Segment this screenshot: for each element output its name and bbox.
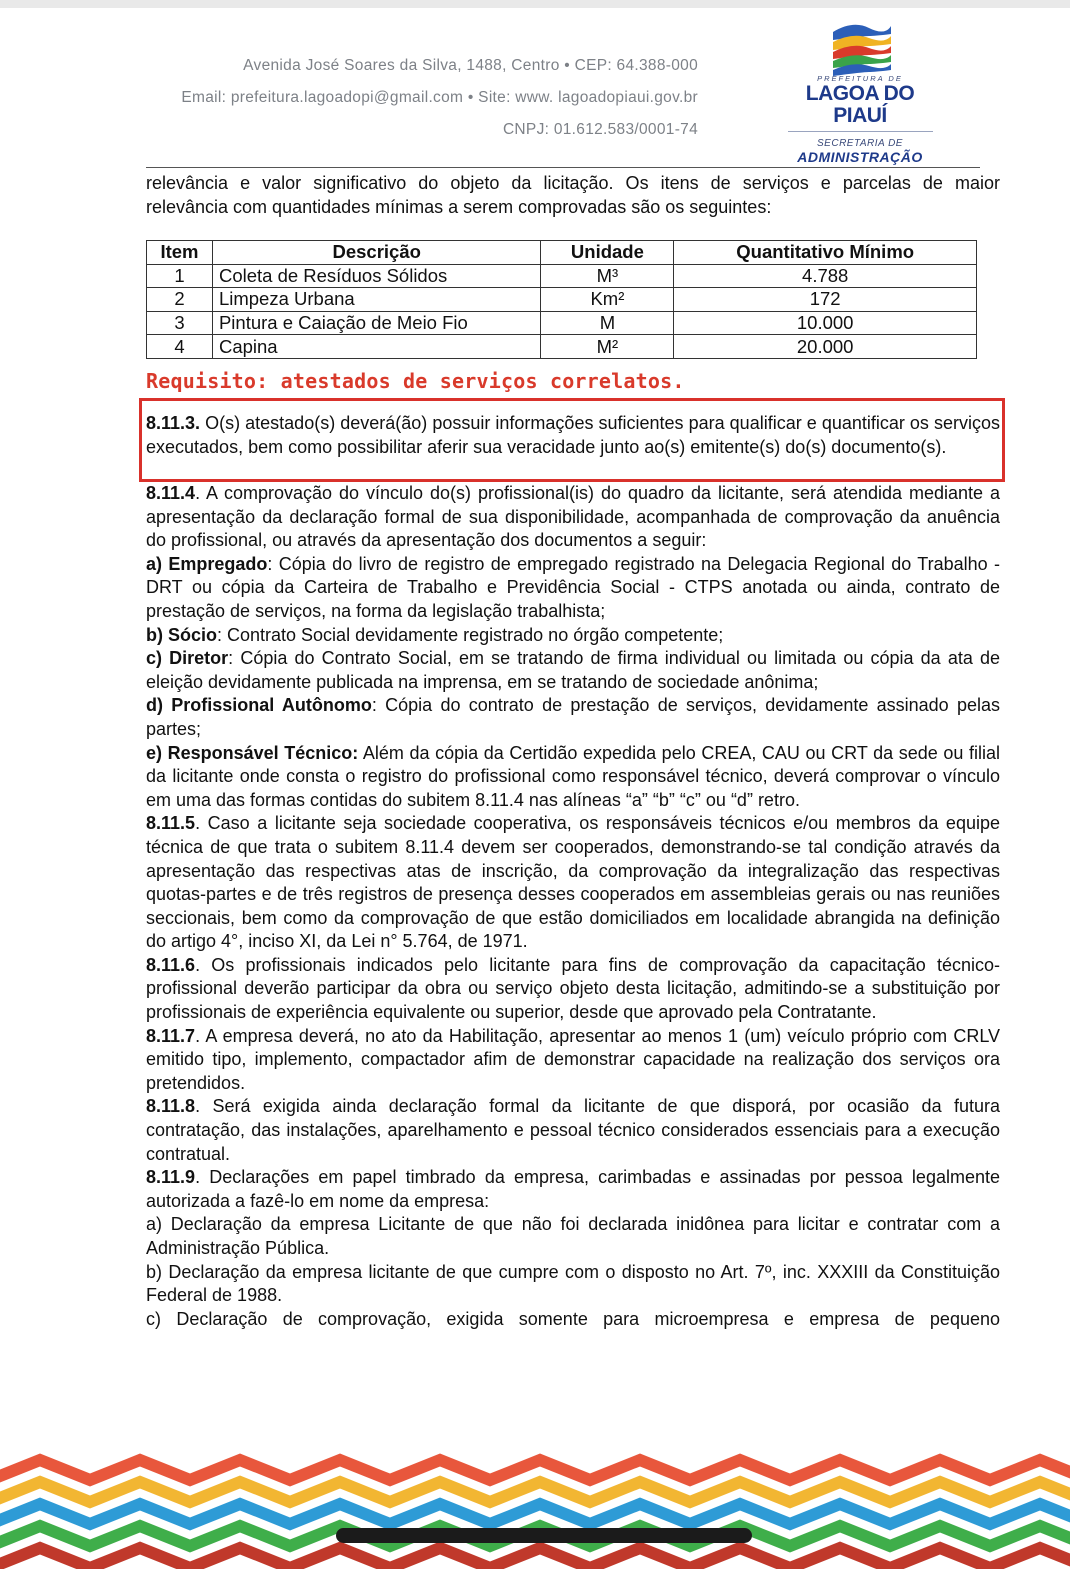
section-number: 8.11.4 (146, 483, 196, 503)
footer-decorative-waves (0, 1440, 1070, 1569)
logo-divider (788, 131, 933, 132)
table-row (147, 311, 977, 335)
flag-waves-icon (825, 20, 895, 76)
section-number: 8.11.9 (146, 1167, 196, 1188)
item-empregado (146, 553, 1000, 624)
item-label: c) Diretor (146, 648, 229, 669)
header-divider (146, 167, 980, 168)
section-text: . A empresa deverá, no ato da Habilitação, apresentar ao menos 1 (um) veículo próprio com CRLV emitido tipo, implemento, compactador afim de demonstrar capacidade na realização dos serviços ora pretendidos. (146, 1025, 1000, 1093)
section-number: 8.11.3. (146, 413, 201, 433)
screen-top-strip (0, 0, 1070, 8)
item-label: b) Sócio (146, 624, 217, 645)
header-contact: Email: prefeitura.lagoadopi@gmail.com • Site: www. lagoadopiaui.gov.br (181, 89, 698, 106)
section-text: . Será exigida ainda declaração formal da licitante de que disporá, por ocasião da futura contratação, das instalações, aparelhamento e pessoal técnico considerados essenciais para a execução contratual. (146, 1096, 1000, 1164)
col-header-descricao: Descrição (212, 241, 541, 265)
col-header-item: Item (147, 241, 213, 265)
cell-item: 4 (147, 335, 213, 359)
section-8-11-7 (146, 1025, 1000, 1096)
table-row (147, 288, 977, 312)
logo-secretaria-text: SECRETARIA DE (817, 138, 903, 149)
municipality-logo (780, 20, 940, 165)
declaration-a: a) Declaração da empresa Licitante de que não foi declarada inidônea para licitar e contratar com a Administração Pública. (146, 1214, 1000, 1258)
item-text: : Cópia do contrato de prestação de serviços, devidamente assinado pelas partes; (146, 695, 1000, 739)
section-text: . Declarações em papel timbrado da empresa, carimbadas e assinadas por pessoa legalmente autorizada a fazê-lo em nome da empresa: (146, 1167, 1000, 1211)
section-text: . Caso a licitante seja sociedade cooperativa, os responsáveis técnicos e/ou membros da equipe técnica de que trata o subitem 8.11.4 devem ser cooperados, demonstrando-se tal condição através da apresentação das respectivas atas de inscrição, da comprovação da integralização das respectivas quotas-partes e de três registros de presença desses cooperados em assembleias gerais ou nas reuniões seccionais, bem como da comprovação de que estão domiciliados em localidade abrangida na definição do artigo 4°, inciso XI, da Lei n° 5.764, de 1971. (146, 813, 1000, 952)
table-row (147, 264, 977, 288)
annotation-requisito: Requisito: atestados de serviços correlatos. (146, 369, 685, 393)
section-8-11-8 (146, 1095, 1000, 1166)
item-text: : Cópia do Contrato Social, em se tratando de firma individual ou limitada ou cópia da ata de eleição devidamente publicada na imprensa, em se tratando de sociedade anônima; (146, 648, 1001, 692)
cell-item: 2 (147, 288, 213, 312)
item-label: d) Profissional Autônomo (146, 695, 372, 716)
services-table (146, 240, 977, 359)
wave-pattern-icon (0, 1440, 1070, 1569)
logo-administracao-text: ADMINISTRAÇÃO (797, 149, 923, 165)
item-profissional-autonomo (146, 694, 1000, 741)
intro-line-1: relevância e valor significativo do objeto da licitação. Os itens de serviços e parcelas de maior (146, 173, 1000, 193)
item-text: Além da cópia da Certidão expedida pelo CREA, CAU ou CRT da sede ou filial da licitante onde consta o registro do profissional como responsável técnico, deverá comprovar o vínculo em uma das formas contidas do subitem 8.11.4 nas alíneas “a” “b” “c” ou “d” retro. (146, 742, 1000, 810)
header-cnpj: CNPJ: 01.612.583/0001-74 (502, 121, 698, 138)
highlight-box (139, 398, 1005, 482)
logo-city-name: LAGOA DO PIAUÍ (805, 82, 915, 127)
cell-item: 3 (147, 311, 213, 335)
header-address: Avenida José Soares da Silva, 1488, Centro • CEP: 64.388-000 (243, 57, 698, 74)
cell-descricao: Coleta de Resíduos Sólidos (212, 264, 541, 288)
cell-unidade: M³ (541, 264, 674, 288)
section-8-11-9 (146, 1166, 1000, 1213)
declaration-c: c) Declaração de comprovação, exigida somente para microempresa e empresa de pequeno (146, 1308, 1000, 1329)
cell-descricao: Pintura e Caiação de Meio Fio (212, 311, 541, 335)
section-text: . A comprovação do vínculo do(s) profissional(is) do quadro da licitante, será atendida mediante a apresentação da declaração formal de sua disponibilidade, acompanhada de comprovação da anuência do profissional, ou através da apresentação dos documentos a seguir: (146, 483, 1000, 551)
cell-quantitativo: 20.000 (674, 335, 977, 359)
section-number: 8.11.6 (146, 954, 196, 975)
cell-unidade: Km² (541, 288, 674, 312)
item-text: : Cópia do livro de registro de empregado registrado na Delegacia Regional do Trabalho - DRT ou cópia da Carteira de Trabalho e Previdência Social - CTPS anotada ou ainda, contrato de prestação de serviços, na forma da legislação trabalhista; (146, 553, 1000, 621)
section-text: . Os profissionais indicados pelo licitante para fins de comprovação da capacitação técnico-profissional deverão participar da obra ou serviço objeto desta licitação, admitindo-se a substituição por profissionais de experiência equivalente ou superior, desde que aprovado pela Contratante. (146, 954, 1000, 1023)
item-diretor (146, 647, 1000, 694)
item-label: e) Responsável Técnico: (146, 742, 359, 763)
item-label: a) Empregado (146, 553, 268, 574)
item-text: : Contrato Social devidamente registrado no órgão competente; (217, 624, 724, 645)
col-header-unidade: Unidade (541, 241, 674, 265)
cell-unidade: M (541, 311, 674, 335)
col-header-quantitativo: Quantitativo Mínimo (674, 241, 977, 265)
item-responsavel-tecnico (146, 742, 1000, 813)
cell-descricao: Limpeza Urbana (212, 288, 541, 312)
item-socio (146, 624, 1000, 648)
section-number: 8.11.7 (146, 1025, 196, 1046)
section-number: 8.11.8 (146, 1096, 196, 1117)
cell-quantitativo: 4.788 (674, 264, 977, 288)
section-text: O(s) atestado(s) deverá(ão) possuir informações suficientes para qualificar e quantificar os serviços executados, bem como possibilitar aferir sua veracidade junto ao(s) emitente(s) do(s) documento(s). (146, 413, 1000, 457)
cell-descricao: Capina (212, 335, 541, 359)
intro-line-2: relevância com quantidades mínimas a serem comprovadas são os seguintes: (146, 196, 772, 217)
sections-body (146, 482, 1000, 1331)
table-header-row (147, 241, 977, 265)
cell-quantitativo: 172 (674, 288, 977, 312)
section-8-11-5 (146, 812, 1000, 954)
table-row (147, 335, 977, 359)
section-number: 8.11.5 (146, 813, 196, 834)
logo-prefeitura-text: PREFEITURA DE (817, 74, 903, 83)
cell-item: 1 (147, 264, 213, 288)
cell-unidade: M² (541, 335, 674, 359)
home-indicator[interactable] (336, 1528, 752, 1543)
declaration-b: b) Declaração da empresa licitante de que cumpre com o disposto no Art. 7º, inc. XXXIII da Constituição Federal de 1988. (146, 1261, 1000, 1306)
section-8-11-4 (146, 482, 1000, 553)
intro-paragraph (146, 172, 1000, 219)
cell-quantitativo: 10.000 (674, 311, 977, 335)
section-8-11-6 (146, 954, 1000, 1025)
